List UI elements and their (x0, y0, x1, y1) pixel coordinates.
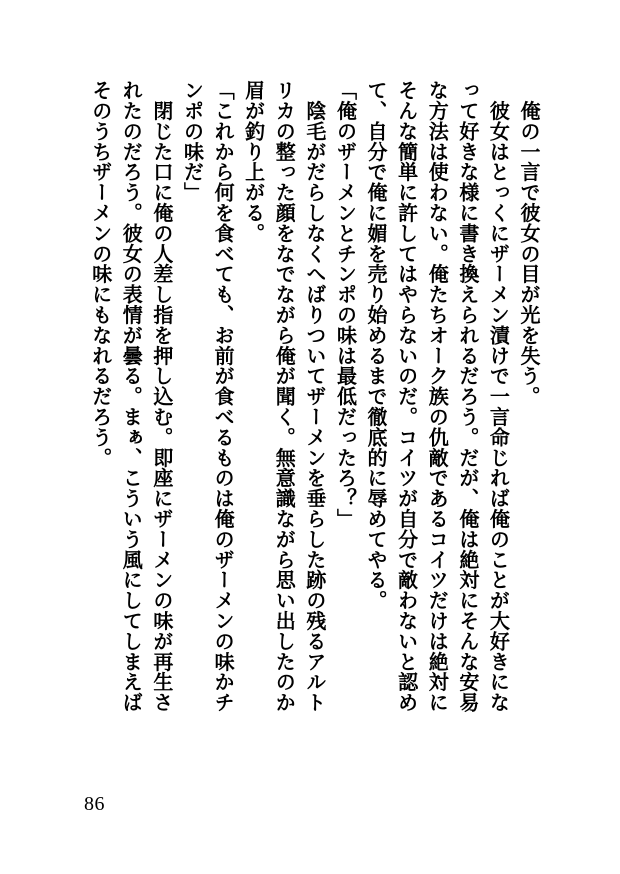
dialogue-paragraph: 「俺のザーメンとチンポの味は最低だったろ？」 (333, 80, 358, 529)
paragraph: 俺の一言で彼女の目が光を失う。 (517, 80, 541, 407)
body-text (84, 80, 544, 720)
paragraph: 陰毛がだらしなくへばりついてザーメンを垂らした跡の残るアルトリカの整った顔をなでながら俺が聞く。無意識ながら思い出したのか眉が釣り上がる。 (241, 80, 327, 713)
paragraph: 閉じた口に俺の人差し指を押し込む。即座にザーメンの味が再生されたのだろう。彼女の表情が曇る。まぁ、こういう風にしてしまえばそのうちザーメンの味にもなれるだろう。 (88, 80, 174, 713)
page-number: 86 (84, 793, 105, 815)
dialogue-paragraph: 「これから何を食べても、お前が食べるものは俺のザーメンの味かチンポの味だ」 (180, 80, 236, 713)
paragraph: 彼女はとっくにザーメン漬けで一言命じれば俺のことが大好きになって好きな様に書き換えられるだろう。だが、俺は絶対にそんな安易な方法は使わない。俺たちオーク族の仇敵であるコイツだけは絶対にそんな簡単に許してはやらないのだ。コイツが自分で敵わないと認めて、自分で俺に媚を売り始めるまで徹底的に辱めてやる。 (364, 80, 511, 713)
